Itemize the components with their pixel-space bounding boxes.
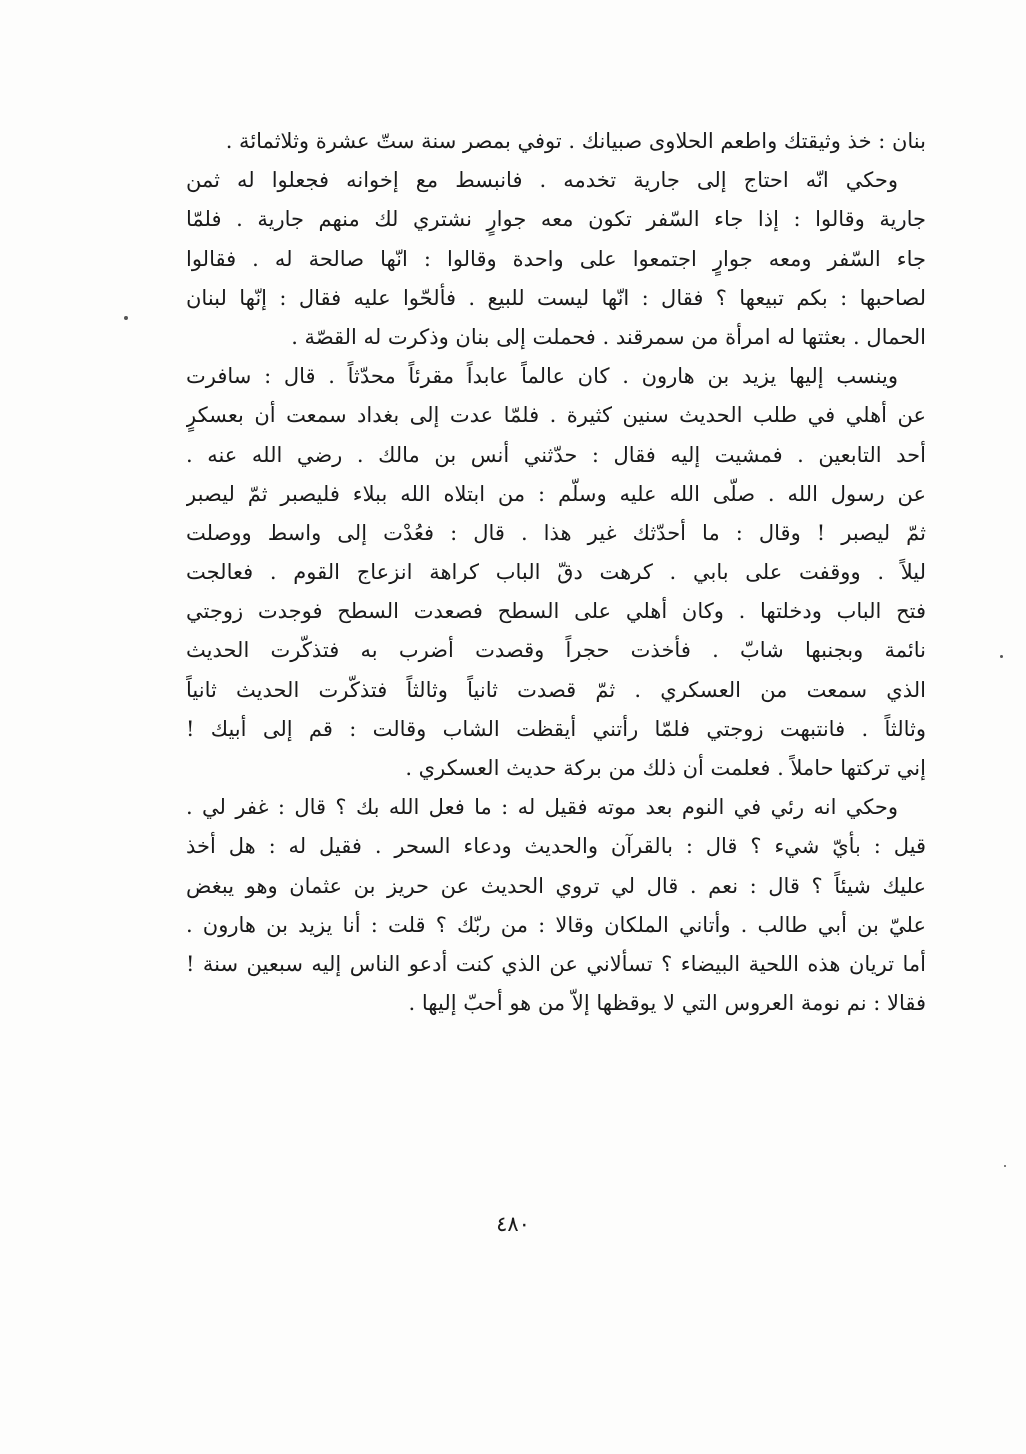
text-line: وحكي انّه احتاج إلى جارية تخدمه . فانبسط مع إخوانه فجعلوا له ثمن bbox=[186, 168, 898, 193]
text-line: ثمّ ليصبر ! وقال : ما أحدّثك غير هذا . قال : فعُدْت إلى واسط ووصلت bbox=[186, 520, 926, 545]
scan-speck bbox=[1004, 1165, 1006, 1167]
text-line: الذي سمعت من العسكري . ثمّ قصدت ثانياً وثالثاً فتذكّرت الحديث ثانياً bbox=[186, 677, 926, 702]
text-line: فتح الباب ودخلتها . وكان أهلي على السطح فصعدت السطح فوجدت زوجتي bbox=[186, 599, 926, 624]
text-line: فقالا : نم نومة العروس التي لا يوقظها إلاّ من هو أحبّ إليها . bbox=[408, 991, 926, 1016]
text-line: عليّ بن أبي طالب . وأتاني الملكان وقالا : من ربّك ؟ قلت : أنا يزيد بن هارون . bbox=[186, 912, 926, 937]
scan-speck bbox=[1000, 655, 1003, 658]
text-line: قيل : بأيّ شيء ؟ قال : بالقرآن والحديث ودعاء السحر . فقيل له : هل أخذ bbox=[186, 834, 926, 859]
text-line: عن رسول الله . صلّى الله عليه وسلّم : من ابتلاه الله ببلاء فليصبر ثمّ ليصبر bbox=[186, 481, 926, 506]
text-line: وثالثاً . فانتبهت زوجتي فلمّا رأتني أيقظت الشاب وقالت : قم إلى أبيك ! bbox=[186, 716, 926, 741]
body-text bbox=[186, 122, 926, 1023]
text-line: بنان : خذ وثيقتك واطعم الحلاوى صبيانك . توفي بمصر سنة ستّ عشرة وثلاثمائة . bbox=[225, 129, 926, 153]
page-number: ٤٨٠ bbox=[496, 1212, 530, 1236]
text-line: الحمال . بعثتها له امرأة من سمرقند . فحملت إلى بنان وذكرت له القصّة . bbox=[291, 324, 926, 349]
text-line: جاء السّفر ومعه جوارٍ اجتمعوا على واحدة وقالوا : انّها صالحة له . فقالوا bbox=[186, 246, 926, 271]
text-line: إني تركتها حاملاً . فعلمت أن ذلك من بركة حديث العسكري . bbox=[405, 756, 926, 780]
text-line: وينسب إليها يزيد بن هارون . كان عالماً عابداً مقرئاً محدّثاً . قال : سافرت bbox=[186, 364, 898, 389]
text-line: عن أهلي في طلب الحديث سنين كثيرة . فلمّا عدت إلى بغداد سمعت أن بعسكرٍ bbox=[186, 403, 926, 428]
text-line: ليلاً . ووقفت على بابي . كرهت دقّ الباب كراهة انزعاج القوم . فعالجت bbox=[186, 560, 926, 585]
text-line: أما تريان هذه اللحية البيضاء ؟ تسألاني عن الذي كنت أدعو الناس إليه سبعين سنة ! bbox=[186, 951, 926, 976]
text-line: أحد التابعين . فمشيت إليه فقال : حدّثني أنس بن مالك . رضي الله عنه . bbox=[186, 442, 926, 467]
text-line: جارية وقالوا : إذا جاء السّفر تكون معه جوارٍ نشتري لك منهم جارية . فلمّا bbox=[186, 207, 926, 232]
text-line: نائمة وبجنبها شابّ . فأخذت حجراً وقصدت أضرب به فتذكّرت الحديث bbox=[186, 638, 926, 663]
text-line: عليك شيئاً ؟ قال : نعم . قال لي تروي الحديث عن حريز بن عثمان وهو يبغض bbox=[186, 873, 926, 898]
text-line: وحكي انه رئي في النوم بعد موته فقيل له : ما فعل الله بك ؟ قال : غفر لي . bbox=[186, 795, 898, 820]
text-line: لصاحبها : بكم تبيعها ؟ فقال : انّها ليست للبيع . فألحّوا عليه فقال : إنّها لبنان bbox=[186, 285, 926, 310]
scan-speck bbox=[124, 316, 128, 320]
